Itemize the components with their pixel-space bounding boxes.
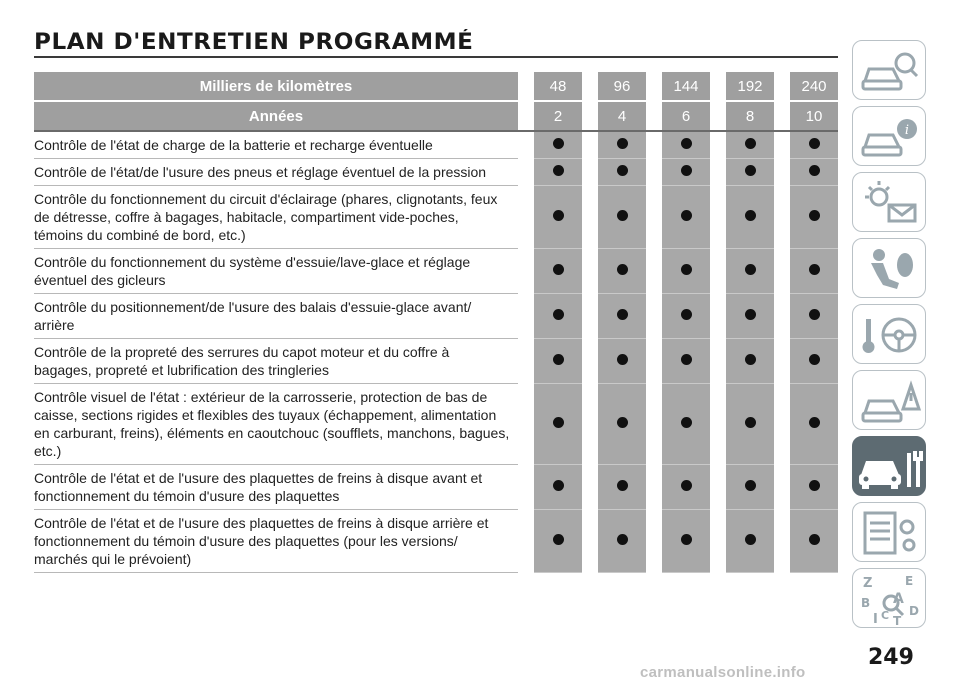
airbag-seat-icon (853, 239, 927, 299)
interval-cell (790, 159, 838, 186)
row-description: Contrôle du positionnement/de l'usure des balais d'essuie-glace avant/ arrière (34, 294, 518, 339)
scheduled-dot-icon (617, 138, 628, 149)
scheduled-dot-icon (681, 354, 692, 365)
table-row (34, 384, 838, 465)
interval-cell (534, 339, 582, 384)
tab-safety[interactable] (852, 238, 926, 298)
interval-cell (662, 249, 710, 294)
interval-cell (790, 294, 838, 339)
car-emergency-icon (853, 371, 927, 431)
km-value: 144 (662, 72, 710, 102)
row-description: Contrôle du fonctionnement du système d'essuie/lave-glace et réglage éventuel des gicleurs (34, 249, 518, 294)
interval-cell (534, 249, 582, 294)
interval-cell (790, 384, 838, 465)
scheduled-dot-icon (617, 480, 628, 491)
interval-cell (790, 339, 838, 384)
interval-cell (598, 384, 646, 465)
header-years-label: Années (34, 102, 518, 132)
table-row (34, 249, 838, 294)
car-search-icon (853, 41, 927, 101)
interval-cell (598, 159, 646, 186)
table-row (34, 186, 838, 249)
scheduled-dot-icon (745, 417, 756, 428)
scheduled-dot-icon (617, 309, 628, 320)
interval-cell (662, 294, 710, 339)
svg-text:C: C (881, 609, 890, 622)
interval-cell (726, 465, 774, 510)
tab-technical-data[interactable] (852, 502, 926, 562)
car-info-icon (853, 107, 927, 167)
table-row (34, 159, 838, 186)
interval-cell (662, 384, 710, 465)
scheduled-dot-icon (809, 354, 820, 365)
interval-cell (662, 339, 710, 384)
scheduled-dot-icon (809, 165, 820, 176)
scheduled-dot-icon (809, 309, 820, 320)
scheduled-dot-icon (809, 417, 820, 428)
interval-cell (534, 510, 582, 573)
interval-cell (726, 132, 774, 159)
interval-cell (598, 294, 646, 339)
tab-dashboard-info[interactable] (852, 106, 926, 166)
interval-cell (534, 384, 582, 465)
scheduled-dot-icon (681, 417, 692, 428)
interval-cell (726, 186, 774, 249)
page-number: 249 (868, 645, 914, 670)
scheduled-dot-icon (809, 264, 820, 275)
interval-cell (662, 159, 710, 186)
km-value: 192 (726, 72, 774, 102)
interval-cell (726, 249, 774, 294)
km-value: 48 (534, 72, 582, 102)
scheduled-dot-icon (809, 480, 820, 491)
scheduled-dot-icon (617, 417, 628, 428)
scheduled-dot-icon (681, 210, 692, 221)
scheduled-dot-icon (681, 138, 692, 149)
interval-cell (534, 294, 582, 339)
interval-cell (726, 294, 774, 339)
tab-warning-lights[interactable] (852, 172, 926, 232)
alphabetical-index-icon (853, 569, 927, 629)
scheduled-dot-icon (745, 534, 756, 545)
header-km-label: Milliers de kilomètres (34, 72, 518, 102)
scheduled-dot-icon (553, 264, 564, 275)
interval-cell (790, 465, 838, 510)
scheduled-dot-icon (745, 309, 756, 320)
scheduled-dot-icon (809, 534, 820, 545)
svg-text:A: A (893, 591, 904, 607)
year-value: 8 (726, 102, 774, 132)
title-rule (34, 56, 838, 58)
scheduled-dot-icon (745, 210, 756, 221)
scheduled-dot-icon (745, 354, 756, 365)
scheduled-dot-icon (553, 210, 564, 221)
scheduled-dot-icon (745, 165, 756, 176)
scheduled-dot-icon (553, 480, 564, 491)
year-value: 2 (534, 102, 582, 132)
header-row-years (34, 102, 838, 132)
interval-cell (598, 510, 646, 573)
header-row-km (34, 72, 838, 102)
scheduled-dot-icon (617, 210, 628, 221)
interval-cell (726, 384, 774, 465)
interval-cell (662, 510, 710, 573)
scheduled-dot-icon (681, 264, 692, 275)
scheduled-dot-icon (617, 534, 628, 545)
interval-cell (598, 249, 646, 294)
interval-cell (790, 249, 838, 294)
svg-text:I: I (873, 612, 878, 627)
interval-cell (662, 186, 710, 249)
tab-vehicle-overview[interactable] (852, 40, 926, 100)
svg-text:T: T (893, 614, 902, 628)
scheduled-dot-icon (553, 417, 564, 428)
interval-cell (662, 465, 710, 510)
table-row (34, 294, 838, 339)
tab-emergency[interactable] (852, 370, 926, 430)
scheduled-dot-icon (553, 309, 564, 320)
svg-text:E: E (905, 574, 914, 588)
steering-key-icon (853, 305, 927, 365)
svg-text:B: B (861, 596, 871, 610)
interval-cell (534, 186, 582, 249)
scheduled-dot-icon (553, 138, 564, 149)
interval-cell (790, 186, 838, 249)
scheduled-dot-icon (617, 264, 628, 275)
table-row (34, 132, 838, 159)
interval-cell (790, 510, 838, 573)
svg-text:Z: Z (863, 576, 873, 591)
svg-text:D: D (909, 604, 919, 618)
table-row (34, 510, 838, 573)
row-description: Contrôle de la propreté des serrures du capot moteur et du coffre à bagages, propreté et lubrification des tringleries (34, 339, 518, 384)
interval-cell (726, 510, 774, 573)
watermark: carmanualsonline.info (640, 664, 806, 681)
interval-cell (598, 339, 646, 384)
year-value: 6 (662, 102, 710, 132)
interval-cell (726, 339, 774, 384)
scheduled-dot-icon (681, 309, 692, 320)
year-value: 4 (598, 102, 646, 132)
scheduled-dot-icon (745, 480, 756, 491)
scheduled-dot-icon (617, 165, 628, 176)
interval-cell (598, 465, 646, 510)
scheduled-dot-icon (617, 354, 628, 365)
warning-lights-message-icon (853, 173, 927, 233)
row-description: Contrôle visuel de l'état : extérieur de la carrosserie, protection de bas de caisse, sections rigides et flexibles des tuyaux (échappement, alimentation en carburant, freins), éléments en caoutchouc (soufflets, manchons, bagues, etc.) (34, 384, 518, 465)
interval-cell (726, 159, 774, 186)
scheduled-dot-icon (809, 138, 820, 149)
interval-cell (662, 132, 710, 159)
page-title: PLAN D'ENTRETIEN PROGRAMMÉ (34, 30, 474, 55)
row-description: Contrôle de l'état et de l'usure des plaquettes de freins à disque avant et fonctionnement du témoin d'usure des plaquettes (34, 465, 518, 510)
interval-cell (598, 186, 646, 249)
scheduled-dot-icon (745, 264, 756, 275)
scheduled-dot-icon (553, 165, 564, 176)
table-body (34, 72, 838, 573)
row-description: Contrôle de l'état et de l'usure des plaquettes de freins à disque arrière et fonctionnement du témoin d'usure des plaquettes (pour les versions/ marchés qui le prévoient) (34, 510, 518, 573)
interval-cell (598, 132, 646, 159)
tab-maintenance[interactable] (852, 436, 926, 496)
interval-cell (790, 132, 838, 159)
row-description: Contrôle de l'état/de l'usure des pneus et réglage éventuel de la pression (34, 159, 518, 186)
row-description: Contrôle de l'état de charge de la batterie et recharge éventuelle (34, 132, 518, 159)
year-value: 10 (790, 102, 838, 132)
scheduled-dot-icon (745, 138, 756, 149)
km-value: 96 (598, 72, 646, 102)
scheduled-dot-icon (681, 480, 692, 491)
tab-index[interactable] (852, 568, 926, 628)
scheduled-dot-icon (809, 210, 820, 221)
scheduled-dot-icon (553, 354, 564, 365)
row-description: Contrôle du fonctionnement du circuit d'éclairage (phares, clignotants, feux de détresse, coffre à bagages, habitacle, compartiment vide-poches, témoins du combiné de bord, etc.) (34, 186, 518, 249)
tab-starting-driving[interactable] (852, 304, 926, 364)
scheduled-dot-icon (681, 534, 692, 545)
svg-text:i: i (904, 123, 910, 138)
scheduled-dot-icon (681, 165, 692, 176)
interval-cell (534, 159, 582, 186)
table-row (34, 465, 838, 510)
maintenance-table (34, 72, 838, 573)
interval-cell (534, 132, 582, 159)
km-value: 240 (790, 72, 838, 102)
interval-cell (534, 465, 582, 510)
table-row (34, 339, 838, 384)
scheduled-dot-icon (553, 534, 564, 545)
technical-data-icon (853, 503, 927, 563)
car-maintenance-icon (853, 437, 927, 497)
